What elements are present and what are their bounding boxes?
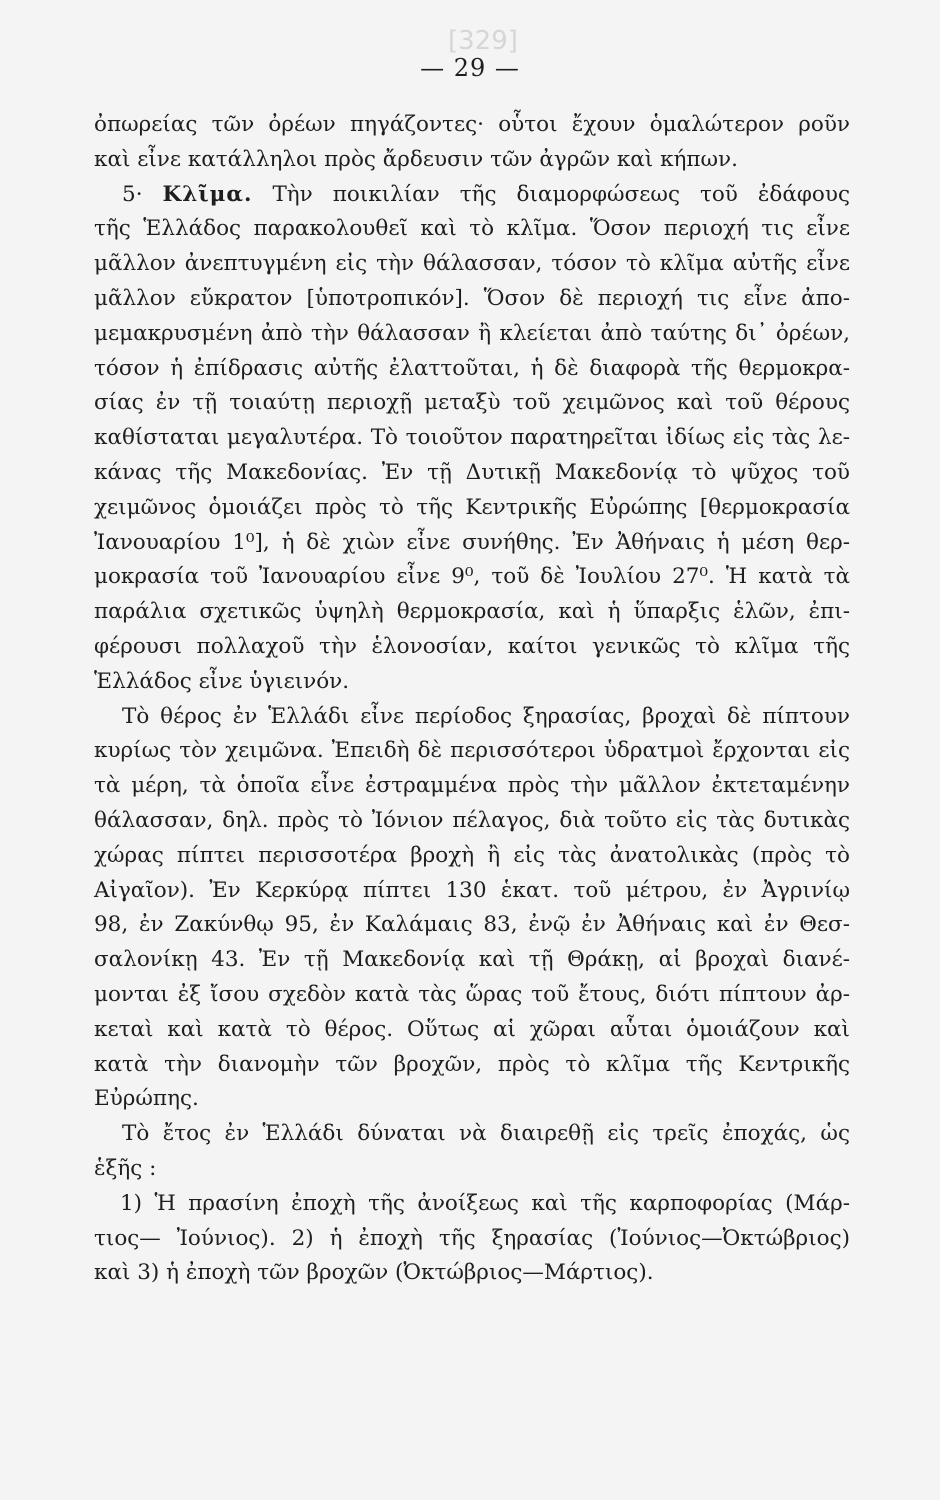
text-line: ἑξῆς : [94,1155,157,1181]
text-line: κυρίως τὸν χειμῶνα. Ἐπειδὴ δὲ περισσότεροι ὑδρατμοὶ ἔρχονται εἰς [94,738,850,764]
page-number: — 29 — [420,54,520,82]
text-line: φέρουσι πολλαχοῦ τὴν ἑλονοσίαν, καίτοι γενικῶς τὸ κλῖμα τῆς [94,633,850,659]
text-line: καθίσταται μεγαλυτέρα. Τὸ τοιοῦτον παρατηρεῖται ἰδίως εἰς τὰς λε- [94,425,850,451]
text-line: θάλασσαν, δηλ. πρὸς τὸ Ἰόνιον πέλαγος, διὰ τοῦτο εἰς τὰς δυτικὰς [94,807,850,833]
text-line: μᾶλλον ἀνεπτυγμένη εἰς τὴν θάλασσαν, τόσον τὸ κλῖμα αὐτῆς εἶνε [94,251,850,277]
section-heading-line: 5· Κλῖμα. Τὴν ποικιλίαν τῆς διαμορφώσεως τοῦ ἐδάφους [122,181,850,207]
text-line: μᾶλλον εὔκρατον [ὑποτροπικόν]. Ὅσον δὲ περιοχή τις εἶνε ἀπο- [94,285,850,311]
text-line: χώρας πίπτει περισσοτέρα βροχὴ ἢ εἰς τὰς ἀνατολικὰς (πρὸς τὸ [94,842,850,868]
text-line: 98, ἐν Ζακύνθῳ 95, ἐν Καλάμαις 83, ἐνῷ ἐν Ἀθήναις καὶ ἐν Θεσ- [94,912,850,938]
body-text [94,108,850,1291]
text-line: παράλια σχετικῶς ὑψηλὴ θερμοκρασία, καὶ ἡ ὕπαρξις ἑλῶν, ἐπι- [94,599,850,625]
text-line: τόσον ἡ ἐπίδρασις αὐτῆς ἐλαττοῦται, ἡ δὲ διαφορὰ τῆς θερμοκρα- [94,355,850,381]
text-line: ὀπωρείας τῶν ὀρέων πηγάζοντες· οὗτοι ἔχουν ὁμαλώτερον ροῦν [94,112,850,137]
text-line: Εὐρώπης. [94,1086,199,1112]
text-line: κατὰ τὴν διανομὴν τῶν βροχῶν, πρὸς τὸ κλῖμα τῆς Κεντρικῆς [94,1051,850,1077]
text-line: Αἰγαῖον). Ἐν Κερκύρᾳ πίπτει 130 ἑκατ. τοῦ μέτρου, ἐν Ἀγρινίῳ [94,877,850,903]
text-line: καὶ εἶνε κατάλληλοι πρὸς ἄρδευσιν τῶν ἀγρῶν καὶ κήπων. [94,146,738,172]
text-line: σίας ἐν τῇ τοιαύτῃ περιοχῇ μεταξὺ τοῦ χειμῶνος καὶ τοῦ θέρους [94,390,850,416]
text-line: μονται ἐξ ἴσου σχεδὸν κατὰ τὰς ὥρας τοῦ ἔτους, διότι πίπτουν ἀρ- [94,981,850,1007]
text-line: Ἰανουαρίου 1⁰], ἡ δὲ χιὼν εἶνε συνήθης. Ἐν Ἀθήναις ἡ μέση θερ- [94,529,850,555]
text-line: μοκρασία τοῦ Ἰανουαρίου εἶνε 9⁰, τοῦ δὲ Ἰουλίου 27⁰. Ἡ κατὰ τὰ [94,564,850,590]
text-line: Ἑλλάδος εἶνε ὑγιεινόν. [94,668,350,694]
text-line: κάνας τῆς Μακεδονίας. Ἐν τῇ Δυτικῇ Μακεδονίᾳ τὸ ψῦχος τοῦ [94,459,850,485]
text-line: Τὸ θέρος ἐν Ἑλλάδι εἶνε περίοδος ξηρασίας, βροχαὶ δὲ πίπτουν [122,703,850,729]
text-line: χειμῶνος ὁμοιάζει πρὸς τὸ τῆς Κεντρικῆς Εὐρώπης [θερμοκρασία [94,494,850,520]
text-line: καὶ 3) ἡ ἐποχὴ τῶν βροχῶν (Ὀκτώβριος—Μάρτιος). [94,1260,654,1286]
text-line: τῆς Ἑλλάδος παρακολουθεῖ καὶ τὸ κλῖμα. Ὅσον περιοχή τις εἶνε [94,216,850,242]
text-line: Τὸ ἔτος ἐν Ἑλλάδι δύναται νὰ διαιρεθῇ εἰς τρεῖς ἐποχάς, ὡς [122,1121,850,1147]
text-line: 1) Ἡ πρασίνη ἐποχὴ τῆς ἀνοίξεως καὶ τῆς καρποφορίας (Μάρ- [120,1190,850,1216]
text-line: τὰ μέρη, τὰ ὁποῖα εἶνε ἐστραμμένα πρὸς τὴν μᾶλλον ἐκτεταμένην [94,773,850,799]
text-line: μεμακρυσμένη ἀπὸ τὴν θάλασσαν ἢ κλείεται ἀπὸ ταύτης δι᾽ ὀρέων, [94,320,850,346]
page-stamp: [329] [448,26,518,56]
text-line: κεταὶ καὶ κατὰ τὸ θέρος. Οὕτως αἱ χῶραι αὗται ὁμοιάζουν καὶ [94,1016,850,1042]
text-line: Τὴν ποικιλίαν τῆς διαμορφώσεως τοῦ ἐδάφους [272,181,850,207]
text-line: τιος— Ἰούνιος). 2) ἡ ἐποχὴ τῆς ξηρασίας (Ἰούνιος—Ὀκτώβριος) [94,1225,850,1251]
section-number: 5 [122,181,136,207]
section-title: Κλῖμα. [162,181,253,207]
text-line: σαλονίκῃ 43. Ἐν τῇ Μακεδονίᾳ καὶ τῇ Θράκῃ, αἱ βροχαὶ διανέ- [94,947,850,973]
